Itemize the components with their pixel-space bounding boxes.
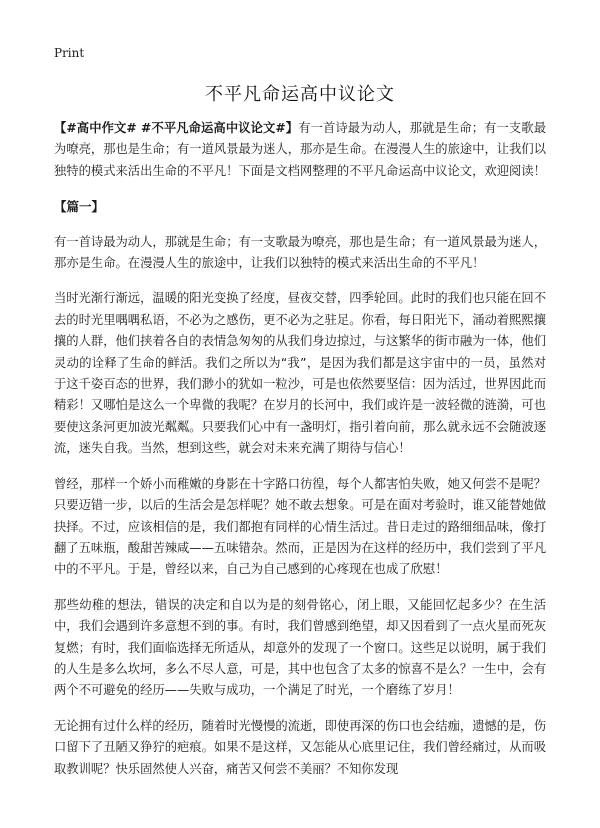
intro-paragraph [54,118,546,182]
page-title: 不平凡命运高中议论文 [205,84,395,105]
print-link[interactable]: Print [54,46,85,60]
body-paragraph-2: 当时光渐行渐远，温暖的阳光变换了经度，昼夜交替，四季轮回。此时的我们也只能在回不去的时光里喁喁私语，不必为之感伤，更不必为之驻足。你看，每日阳光下，涌动着熙熙攘攘的人群，他们挟着各自的表情急匆匆的从我们身边掠过，与这繁华的街市融为一体，他们灵动的诠释了生命的鲜活。我们之所以为“我”，是因为我们都是这宇宙中的一员，虽然对于这千姿百态的世界，我们渺小的犹如一粒沙，可是也依然要坚信：因为活过，世界因此而精彩！又哪怕是这么一个卑微的我呢？在岁月的长河中，我们或许是一波轻微的涟漪，可也要使这条河更加波光粼粼。只要我们心中有一盏明灯，指引着向前，那么就永远不会随波逐流，迷失自我。当然，想到这些，就会对未来充满了期待与信心！ [54,291,546,456]
intro-tags: 【#高中作文# #不平凡命运高中议论文#】 [54,121,299,135]
section-label: 【篇一】 [54,199,105,215]
body-paragraph-5: 无论拥有过什么样的经历，随着时光慢慢的流逝，即使再深的伤口也会结痂，遗憾的是，伤口留下了丑陋又狰狞的疤痕。如果不是这样，又怎能从心底里记住，我们曾经痛过，从而吸取教训呢？快乐固然使人兴奋，痛苦又何尝不美丽？不知你发现 [54,718,546,776]
body-paragraph-1: 有一首诗最为动人，那就是生命；有一支歌最为嘹亮，那也是生命；有一道风景最为迷人，那亦是生命。在漫漫人生的旅途中，让我们以独特的模式来活出生命的不平凡！ [54,234,546,271]
article-body [54,118,546,794]
intro-text: 有一首诗最为动人，那就是生命；有一支歌最为嘹亮，那也是生命；有一道风景最为迷人，那亦是生命。在漫漫人生的旅途中，让我们以独特的模式来活出生命的不平凡！下面是文档网整理的不平凡命运高中议论文，欢迎阅读！ [54,121,546,178]
body-paragraph-3: 曾经，那样一个娇小而稚嫩的身影在十字路口彷徨，每个人都害怕失败，她又何尝不是呢？只要迈错一步，以后的生活会是怎样呢？她不敢去想象。可是在面对考验时，谁又能替她做抉择。不过，应该相信的是，我们都抱有同样的心情生活过。昔日走过的路细细品味，像打翻了五味瓶，酸甜苦辣咸——五味错杂。然而，正是因为在这样的经历中，我们尝到了平凡中的不平凡。于是，曾经以来，自己为自己感到的心疼现在也成了欣慰！ [54,476,546,577]
body-paragraph-4: 那些幼稚的想法，错误的决定和自以为是的刻骨铭心，闭上眼，又能回忆起多少？在生活中，我们会遇到许多意想不到的事。有时，我们曾感到绝望，却又因看到了一点火星而死灰复燃；有时，我们面临选择无所适从，却意外的发现了一个窗口。这些足以说明，属于我们的人生是多么坎坷，多么不尽人意，可是，其中也包含了太多的惊喜不是么？一生中，会有两个不可避免的经历——失败与成功，一个满足了时光，一个磨练了岁月！ [54,597,546,698]
